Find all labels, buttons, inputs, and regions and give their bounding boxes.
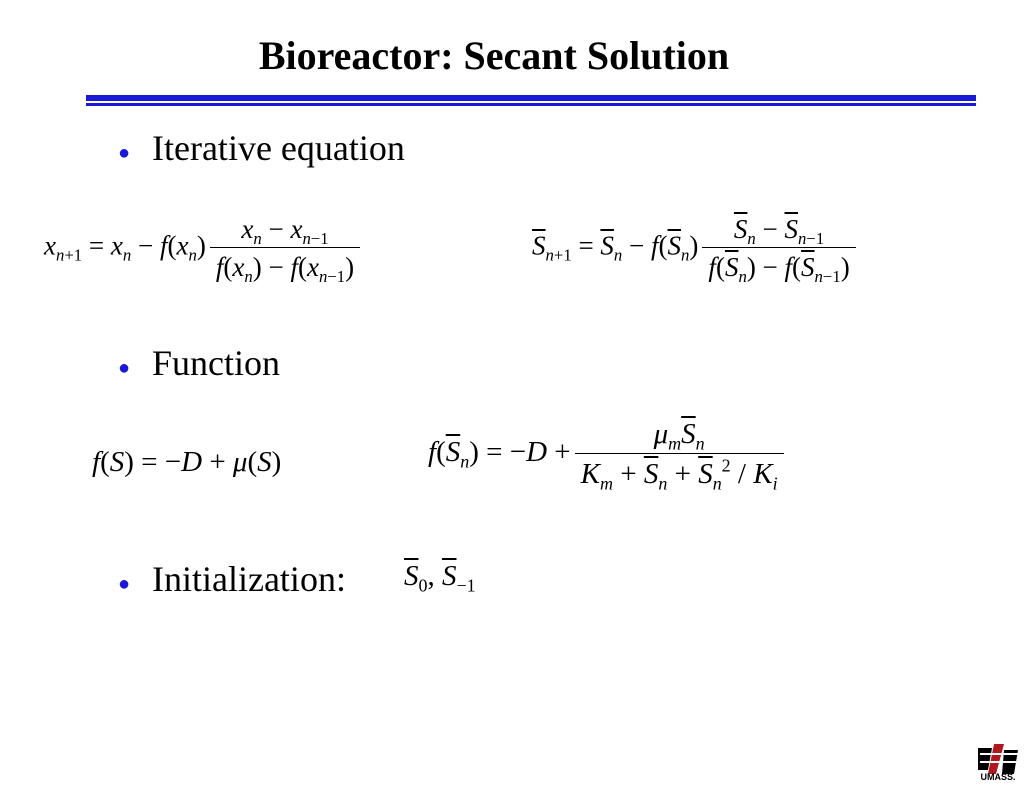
bullet-dot-icon: ● (118, 573, 131, 595)
function-equation-general: f(S) = −D + μ(S) (92, 446, 282, 478)
umass-logo-text: UMASS. (980, 772, 1016, 782)
function-equation-monod: $f(\overline{S}_n) = -D$ + $\frac{\mu_m\overline{S}_n}{K_m + \overline{S}_n + \overline{S}_n^2 / K_i}$ (428, 418, 788, 491)
bullet-initialization: Initialization: (152, 559, 346, 599)
secant-equation-s: $\overline{S}_{n+1} = \overline{S}_n - f(\overline{S}_n)$ $\frac{\overline{S}_n - \overline{S}_{n-1}}{f(\overline{S}_n) - f(\overline{S}_{n-1})}$ (532, 214, 860, 283)
bullet-dot-icon: ● (118, 142, 131, 164)
initialization-values: $\overline{S}_0$, $\overline{S}_{-1}$ (404, 560, 476, 596)
bullet-iterative-equation: Iterative equation (152, 128, 405, 168)
bullet-dot-icon: ● (118, 357, 131, 379)
slide-title: Bioreactor: Secant Solution (258, 33, 730, 78)
title-rule-thick (86, 95, 976, 101)
bullet-function: Function (152, 343, 281, 383)
secant-equation-x: $x_{n+1} = x_n - f(x_n)$ $\frac{x_n - x_{n-1}}{f(x_n) - f(x_{n-1})}$ (44, 214, 364, 283)
title-rule-thin (86, 103, 976, 106)
